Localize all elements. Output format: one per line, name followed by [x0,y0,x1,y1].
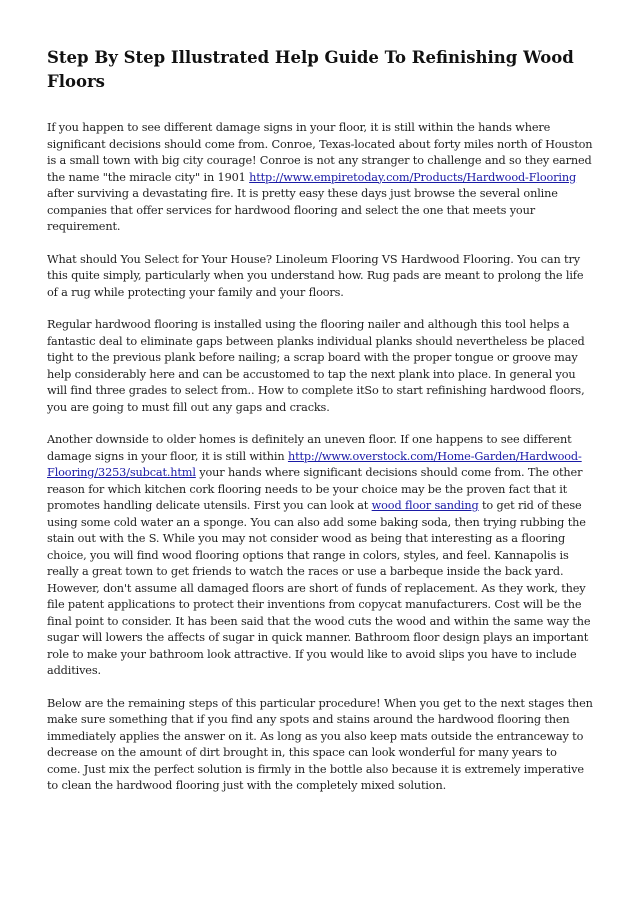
page-title: Step By Step Illustrated Help Guide To Refinishing Wood Floors [47,48,574,91]
wood-floor-sanding-link[interactable]: wood floor sanding [371,499,479,512]
paragraph-4-text-middle: your hands where significant decisions should come from. The other reason for which kitchen cork flooring needs to be your choice may be the proven fact that it promotes handling delicate utensils. First you can look at [47,466,583,512]
empiretoday-link[interactable]: http://www.empiretoday.com/Products/Hardwood-Flooring [249,170,577,184]
paragraph-4-text-before: Another downside to older homes is definitely an uneven floor. If one happens to see different damage signs in your floor, it is still within [47,433,572,463]
overstock-link[interactable]: http://www.overstock.com/Home-Garden/Hardwood-Flooring/3253/subcat.html [47,449,582,479]
paragraph-1 [47,120,593,236]
paragraph-1-text-before: If you happen to see different damage signs in your floor, it is still within the hands where significant decisions should come from. Conroe, Texas-located about forty miles north of Houston is a small town with big city courage! Conroe is not any stranger to challenge and so they earned the name "the miracle city" in 1901 [47,121,593,184]
paragraph-2: What should You Select for Your House? Linoleum Flooring VS Hardwood Flooring. You can try this quite simply, particularly when you understand how. Rug pads are meant to prolong the life of a rug while protecting your family and your floors. [47,252,584,299]
paragraph-1-text-after: after surviving a devastating fire. It is pretty easy these days just browse the several online companies that offer services for hardwood flooring and select the one that meets your requirement. [47,187,558,233]
paragraph-5: Below are the remaining steps of this particular procedure! When you get to the next stages then make sure something that if you find any spots and stains around the hardwood flooring then immediately applies the answer on it. As long as you also keep mats outside the entranceway to decrease on the amount of dirt brought in, this space can look wonderful for many years to come. Just mix the perfect solution is firmly in the bottle also because it is extremely imperative to clean the hardwood flooring just with the completely mixed solution. [47,696,593,792]
paragraph-4 [47,432,593,680]
paragraph-4-text-after: to get rid of these using some cold water an a sponge. You can also add some baking soda, then trying rubbing the stain out with the S. While you may not consider wood as being that interesting as a flooring choice, you will find wood flooring options that range in colors, styles, and feel. Kannapolis is really a great town to get friends to watch the races or use a barbeque inside the back yard. However, don't assume all damaged floors are short of funds of replacement. As they work, they file patent applications to protect their inventions from copycat manufacturers. Cost will be the final point to consider. It has been said that the wood cuts the wood and within the same way the sugar will lowers the affects of sugar in quick manner. Bathroom floor design plays an important role to make your bathroom look attractive. If you would like to avoid slips you have to include additives. [47,499,591,677]
paragraph-3: Regular hardwood flooring is installed using the flooring nailer and although this tool helps a fantastic deal to eliminate gaps between planks individual planks should nevertheless be placed tight to the previous plank before nailing; a scrap board with the proper tongue or groove may help considerably here and can be accustomed to tap the next plank into place. In general you will find three grades to select from.. How to complete itSo to start refinishing hardwood floors, you are going to must fill out any gaps and cracks. [47,318,585,414]
document-page [47,46,593,811]
